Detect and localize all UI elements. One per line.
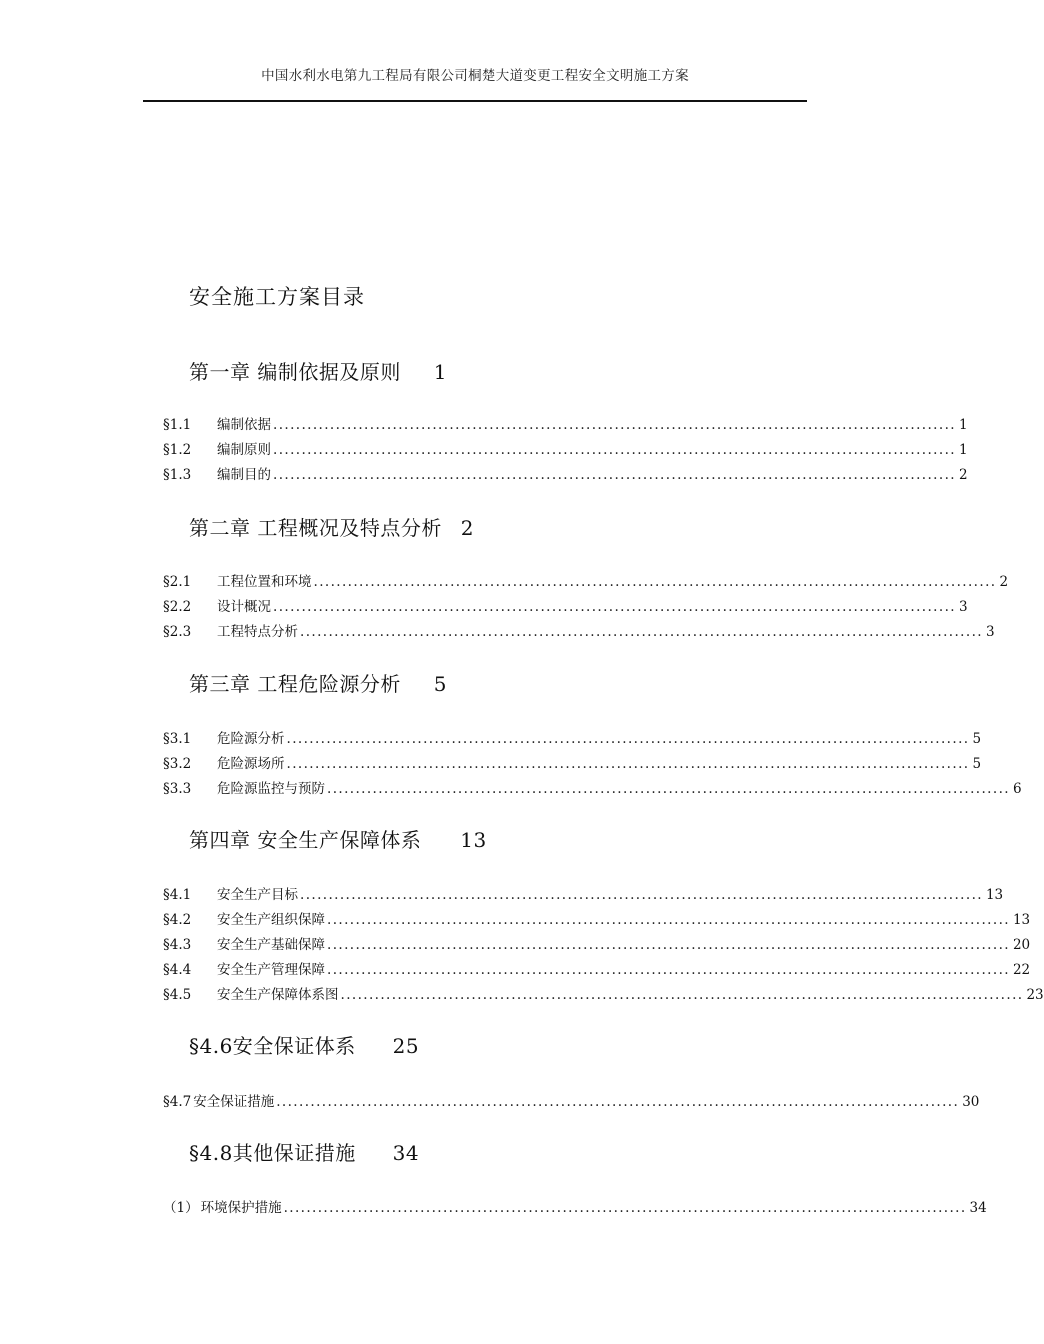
dot-leader: ........................................................................................................................ bbox=[283, 1200, 967, 1216]
toc-entry-1-2[interactable] bbox=[163, 442, 968, 458]
entry-label: 编制依据 bbox=[217, 417, 271, 433]
toc-entry-2-1[interactable] bbox=[163, 574, 1009, 590]
chapter-page-number: 34 bbox=[392, 1141, 420, 1165]
entry-label: 安全生产基础保障 bbox=[217, 937, 325, 953]
entry-page-number: 1 bbox=[958, 442, 968, 458]
entry-number: §2.1 bbox=[163, 574, 192, 590]
entry-label: 安全生产保障体系图 bbox=[217, 987, 339, 1003]
entry-page-number: 30 bbox=[962, 1094, 980, 1110]
entry-number: §2.3 bbox=[163, 624, 192, 640]
chapter-title: §4.8其他保证措施 bbox=[189, 1141, 356, 1165]
toc-section-4-8[interactable] bbox=[189, 1137, 419, 1166]
toc-entry-2-2[interactable] bbox=[163, 599, 968, 615]
entry-number: §4.4 bbox=[163, 962, 192, 978]
toc-entry-4-4[interactable] bbox=[163, 962, 1031, 978]
toc-entry-4-3[interactable] bbox=[163, 937, 1031, 953]
dot-leader: ........................................................................................................................ bbox=[327, 962, 1010, 978]
toc-chapter-3[interactable] bbox=[189, 668, 447, 697]
entry-label: 编制原则 bbox=[217, 442, 271, 458]
header-rule bbox=[143, 100, 807, 102]
dot-leader: ........................................................................................................................ bbox=[340, 987, 1024, 1003]
toc-entry-3-3[interactable] bbox=[163, 781, 1022, 797]
entry-label: 危险源场所 bbox=[217, 756, 285, 772]
entry-label: 安全生产组织保障 bbox=[217, 912, 325, 928]
entry-number: §4.2 bbox=[163, 912, 192, 928]
entry-label: 工程位置和环境 bbox=[217, 574, 312, 590]
entry-label: 安全生产目标 bbox=[217, 887, 298, 903]
toc-entry-4-5[interactable] bbox=[163, 987, 1044, 1003]
entry-number: §1.1 bbox=[163, 417, 192, 433]
toc-entry-3-1[interactable] bbox=[163, 731, 982, 747]
dot-leader: ........................................................................................................................ bbox=[327, 937, 1010, 953]
toc-chapter-1[interactable] bbox=[189, 356, 447, 385]
toc-entry-2-3[interactable] bbox=[163, 624, 995, 640]
entry-number: （1） bbox=[163, 1200, 199, 1216]
toc-chapter-2[interactable] bbox=[189, 512, 474, 541]
dot-leader: ........................................................................................................................ bbox=[327, 912, 1010, 928]
dot-leader: ........................................................................................................................ bbox=[286, 756, 970, 772]
dot-leader: ........................................................................................................................ bbox=[327, 781, 1010, 797]
chapter-page-number: 25 bbox=[392, 1034, 420, 1058]
entry-page-number: 3 bbox=[958, 599, 968, 615]
page-header: 中国水利水电第九工程局有限公司桐楚大道变更工程安全文明施工方案 bbox=[261, 68, 689, 84]
dot-leader: ........................................................................................................................ bbox=[313, 574, 997, 590]
toc-entry-3-2[interactable] bbox=[163, 756, 982, 772]
entry-page-number: 2 bbox=[999, 574, 1009, 590]
entry-number: §4.5 bbox=[163, 987, 192, 1003]
dot-leader: ........................................................................................................................ bbox=[276, 1094, 960, 1110]
chapter-title: 第一章 编制依据及原则 bbox=[189, 360, 401, 384]
entry-label: 危险源分析 bbox=[217, 731, 285, 747]
entry-page-number: 13 bbox=[985, 887, 1004, 903]
entry-number: §3.1 bbox=[163, 731, 192, 747]
chapter-title: §4.6安全保证体系 bbox=[189, 1034, 356, 1058]
entry-number: §3.3 bbox=[163, 781, 192, 797]
entry-number: §1.3 bbox=[163, 467, 192, 483]
chapter-title: 第三章 工程危险源分析 bbox=[189, 672, 401, 696]
chapter-page-number: 13 bbox=[460, 828, 487, 852]
entry-label: 安全保证措施 bbox=[193, 1094, 275, 1110]
entry-label: 设计概况 bbox=[217, 599, 271, 615]
entry-number: §2.2 bbox=[163, 599, 192, 615]
entry-number: §4.7 bbox=[163, 1094, 192, 1110]
entry-page-number: 2 bbox=[958, 467, 968, 483]
toc-entry-4-7[interactable] bbox=[163, 1094, 980, 1110]
entry-page-number: 3 bbox=[985, 624, 995, 640]
entry-number: §1.2 bbox=[163, 442, 192, 458]
chapter-title: 第四章 安全生产保障体系 bbox=[189, 828, 422, 852]
entry-page-number: 13 bbox=[1012, 912, 1031, 928]
toc-entry-4-2[interactable] bbox=[163, 912, 1031, 928]
entry-label: 危险源监控与预防 bbox=[217, 781, 325, 797]
dot-leader: ........................................................................................................................ bbox=[273, 467, 956, 483]
entry-page-number: 20 bbox=[1012, 937, 1031, 953]
entry-label: 工程特点分析 bbox=[217, 624, 298, 640]
toc-entry-1-1[interactable] bbox=[163, 417, 968, 433]
entry-label: 编制目的 bbox=[217, 467, 271, 483]
toc-entry-4-1[interactable] bbox=[163, 887, 1004, 903]
dot-leader: ........................................................................................................................ bbox=[273, 599, 956, 615]
entry-page-number: 5 bbox=[972, 756, 982, 772]
dot-leader: ........................................................................................................................ bbox=[273, 442, 956, 458]
toc-chapter-4[interactable] bbox=[189, 824, 487, 853]
dot-leader: ........................................................................................................................ bbox=[286, 731, 970, 747]
entry-label: 安全生产管理保障 bbox=[217, 962, 325, 978]
entry-number: §4.3 bbox=[163, 937, 192, 953]
dot-leader: ........................................................................................................................ bbox=[300, 887, 983, 903]
toc-section-4-6[interactable] bbox=[189, 1030, 419, 1059]
chapter-page-number: 5 bbox=[433, 672, 447, 696]
entry-number: §4.1 bbox=[163, 887, 192, 903]
entry-page-number: 34 bbox=[969, 1200, 987, 1216]
chapter-page-number: 1 bbox=[433, 360, 447, 384]
chapter-title: 第二章 工程概况及特点分析 bbox=[189, 516, 442, 540]
toc-entry-4-8-1[interactable] bbox=[163, 1200, 987, 1216]
entry-page-number: 6 bbox=[1012, 781, 1022, 797]
entry-page-number: 23 bbox=[1026, 987, 1044, 1003]
dot-leader: ........................................................................................................................ bbox=[273, 417, 956, 433]
entry-page-number: 22 bbox=[1012, 962, 1031, 978]
entry-page-number: 5 bbox=[972, 731, 982, 747]
toc-entry-1-3[interactable] bbox=[163, 467, 968, 483]
chapter-page-number: 2 bbox=[460, 516, 474, 540]
entry-page-number: 1 bbox=[958, 417, 968, 433]
entry-number: §3.2 bbox=[163, 756, 192, 772]
toc-title: 安全施工方案目录 bbox=[189, 285, 365, 309]
dot-leader: ........................................................................................................................ bbox=[300, 624, 983, 640]
entry-label: 环境保护措施 bbox=[200, 1200, 282, 1216]
